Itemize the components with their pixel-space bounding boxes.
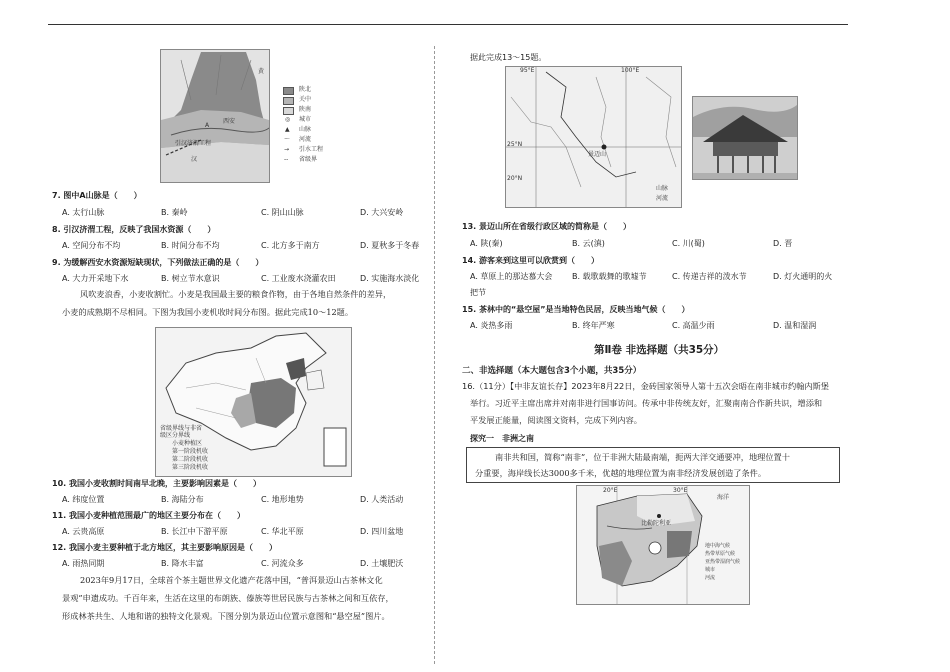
q14-option-d: D. 灯火通明的火: [773, 272, 833, 281]
legend-shaanbei: 陕北: [299, 86, 312, 93]
sa-box-line-2: 分重要，海岸线长达3000多千米，优越的地理位置为南非经济发展创造了条件。: [475, 468, 767, 478]
q15-option-b: B. 终年严寒: [572, 321, 615, 330]
map1-label-xian: 西安: [223, 118, 236, 125]
q8-option-a: A. 空间分布不均: [62, 241, 121, 250]
part2-title: 第Ⅱ卷 非选择题（共35分）: [594, 344, 725, 356]
map3-legend-river: 河流: [656, 195, 669, 202]
q8-option-b: B. 时间分布不均: [161, 241, 220, 250]
jingmai-location-map: [505, 66, 682, 208]
map4-legend-city: 城市: [705, 567, 716, 573]
q16-line-2: 举行。习近平主席出席并对南非进行国事访问。传承中非传统友好，汇聚南南合作新共识，增添和: [470, 398, 823, 408]
q7-option-a: A. 太行山脉: [62, 208, 105, 217]
legend-swatch-guanzhong: [283, 97, 294, 105]
q14-option-b: B. 载歌载舞的歌墟节: [572, 272, 647, 281]
legend-project-icon: →: [284, 146, 290, 153]
q7-option-b: B. 秦岭: [161, 208, 188, 217]
legend-city-icon: ◎: [285, 116, 291, 123]
map4-legend-savanna: 热带草原气候: [705, 551, 736, 557]
map2-legend-0: 省级界线与非省: [160, 425, 203, 432]
shaanxi-map: [160, 49, 270, 183]
q13-15-intro: 据此完成13～15题。: [470, 53, 547, 62]
map2-legend-1: 级区分界线: [160, 432, 191, 439]
q9-stem: 9. 为缓解西安水资源短缺现状，下列做法正确的是（ ）: [52, 258, 264, 267]
q9-option-d: D. 实施海水淡化: [360, 274, 420, 283]
map2-legend-4: 第二阶段机收: [172, 456, 209, 463]
q11-option-b: B. 长江中下游平原: [161, 527, 228, 536]
wheat-passage-line-2: 小麦的成熟期不尽相同。下图为我国小麦机收时间分布图。据此完成10～12题。: [62, 307, 354, 317]
map1-label-project: 引汉济渭工程: [175, 140, 212, 147]
column-divider: [434, 46, 435, 664]
q9-option-b: B. 树立节水意识: [161, 274, 220, 283]
q10-option-a: A. 纬度位置: [62, 495, 105, 504]
map4-legend-mediterranean: 地中海气候: [705, 543, 731, 549]
page-top-rule: [48, 24, 848, 25]
map1-label-huang: 黄: [258, 68, 265, 75]
q14-option-d-wrap: 把节: [470, 288, 486, 297]
map4-lon-20: 20°E: [603, 487, 618, 494]
q10-option-c: C. 地形地势: [261, 495, 304, 504]
tea-passage-line-2: 景观”申遗成功。千百年来，生活在这里的布朗族、傣族等世居民族与古茶林之间和互依存，: [62, 593, 394, 603]
map3-label-jingmai: 景迈山: [588, 151, 607, 158]
legend-swatch-shaannan: [283, 107, 294, 115]
map2-legend-2: 小麦种植区: [172, 440, 203, 447]
q11-option-d: D. 四川盆地: [360, 527, 404, 536]
q15-stem: 15. 茶林中的“悬空屋”是当地特色民居，反映当地气候（ ）: [462, 305, 690, 314]
q16-line-1: 16.（11分）【中非友谊长存】2023年8月22日，金砖国家领导人第十五次会晤在南非城市约翰内斯堡: [462, 381, 829, 391]
q15-option-a: A. 炎热多雨: [470, 321, 513, 330]
q10-option-b: B. 海陆分布: [161, 495, 204, 504]
legend-project: 引水工程: [299, 146, 324, 153]
sa-box-line-1: 南非共和国，简称“南非”，位于非洲大陆最南端，扼两大洋交通要冲，地理位置十: [495, 452, 790, 462]
explore1-heading: 探究一 非洲之南: [470, 434, 534, 443]
q10-option-d: D. 人类活动: [360, 495, 404, 504]
map4-label-pretoria: 比勒陀利亚: [641, 520, 672, 527]
south-africa-map: [576, 485, 750, 605]
map3-lon-95: 95°E: [520, 67, 535, 74]
map2-legend-5: 第三阶段机收: [172, 464, 209, 471]
map4-legend-river: 河流: [705, 575, 716, 581]
map1-label-han: 汉: [191, 156, 198, 163]
legend-border: 省级界: [299, 156, 318, 163]
q9-option-c: C. 工业废水浇灌农田: [261, 274, 336, 283]
q7-stem: 7. 图中A山脉是（ ）: [52, 191, 142, 200]
q11-option-a: A. 云贵高原: [62, 527, 105, 536]
q12-option-c: C. 河流众多: [261, 559, 304, 568]
legend-swatch-shaanbei: [283, 87, 294, 95]
q12-option-d: D. 土壤肥沃: [360, 559, 404, 568]
map3-lat-20: 20°N: [507, 175, 523, 182]
stilt-house-drawing: [693, 97, 797, 179]
map2-legend-3: 第一阶段机收: [172, 448, 209, 455]
q7-option-c: C. 阴山山脉: [261, 208, 304, 217]
q11-option-c: C. 华北平原: [261, 527, 304, 536]
legend-mountain: 山脉: [299, 126, 312, 133]
q13-option-c: C. 川(蜀): [672, 239, 705, 248]
legend-shaannan: 陕南: [299, 106, 312, 113]
map4-legend-humid-subtropical: 亚热带湿润气候: [705, 559, 741, 565]
legend-border-icon: --: [284, 156, 289, 163]
q13-option-d: D. 晋: [773, 239, 793, 248]
map4-lon-30: 30°E: [673, 487, 688, 494]
q8-stem: 8. 引汉济渭工程，反映了我国水资源（ ）: [52, 225, 216, 234]
q13-stem: 13. 景迈山所在省级行政区域的简称是（ ）: [462, 222, 631, 231]
map3-lon-100: 100°E: [621, 67, 640, 74]
legend-city: 城市: [299, 116, 312, 123]
q16-line-3: 平发展正能量，阅读图文资料，完成下列内容。: [470, 415, 642, 425]
q7-option-d: D. 大兴安岭: [360, 208, 404, 217]
q12-option-a: A. 雨热同期: [62, 559, 105, 568]
q8-option-c: C. 北方多于南方: [261, 241, 320, 250]
tea-passage-line-1: 2023年9月17日，全球首个茶主题世界文化遗产花落中国，“普洱景迈山古茶林文化: [80, 575, 383, 585]
q13-option-b: B. 云(滇): [572, 239, 605, 248]
map3-lat-25: 25°N: [507, 141, 523, 148]
map4-legend-sea: 海洋: [717, 494, 730, 501]
legend-river: 河流: [299, 136, 312, 143]
q15-option-c: C. 高温少雨: [672, 321, 715, 330]
legend-guanzhong: 关中: [299, 96, 312, 103]
q12-stem: 12. 我国小麦主要种植于北方地区，其主要影响原因是（ ）: [52, 543, 277, 552]
q15-option-d: D. 温和湿润: [773, 321, 817, 330]
stilt-house-photo: [692, 96, 798, 180]
q13-option-a: A. 陕(秦): [470, 239, 503, 248]
jingmai-map-drawing: [506, 67, 681, 207]
map3-legend-mountain: 山脉: [656, 185, 669, 192]
legend-river-icon: ～: [284, 136, 291, 143]
q11-stem: 11. 我国小麦种植范围最广的地区主要分布在（ ）: [52, 511, 245, 520]
legend-mountain-icon: ▲: [285, 126, 290, 133]
q8-option-d: D. 夏秋多于冬春: [360, 241, 420, 250]
map1-label-a: A: [205, 122, 210, 129]
tea-passage-line-3: 形成林茶共生、人地和谐的独特文化景观。下图分别为景迈山位置示意图和“悬空屋”图片。: [62, 611, 390, 621]
shaanxi-map-drawing: [161, 50, 269, 182]
south-africa-info-box: [466, 447, 840, 483]
q14-option-a: A. 草原上的那达慕大会: [470, 272, 553, 281]
q14-stem: 14. 游客来到这里可以欣赏到（ ）: [462, 256, 599, 265]
q12-option-b: B. 降水丰富: [161, 559, 204, 568]
part2-subtitle: 二、非选择题（本大题包含3个小题，共35分）: [462, 366, 642, 376]
wheat-passage-line-1: 风吹麦浪香，小麦收割忙。小麦是我国最主要的粮食作物，由于各地自然条件的差异，: [80, 289, 392, 299]
q14-option-c: C. 传递吉祥的泼水节: [672, 272, 747, 281]
q9-option-a: A. 大力开采地下水: [62, 274, 129, 283]
q10-stem: 10. 我国小麦收割时间南早北晚，主要影响因素是（ ）: [52, 479, 261, 488]
